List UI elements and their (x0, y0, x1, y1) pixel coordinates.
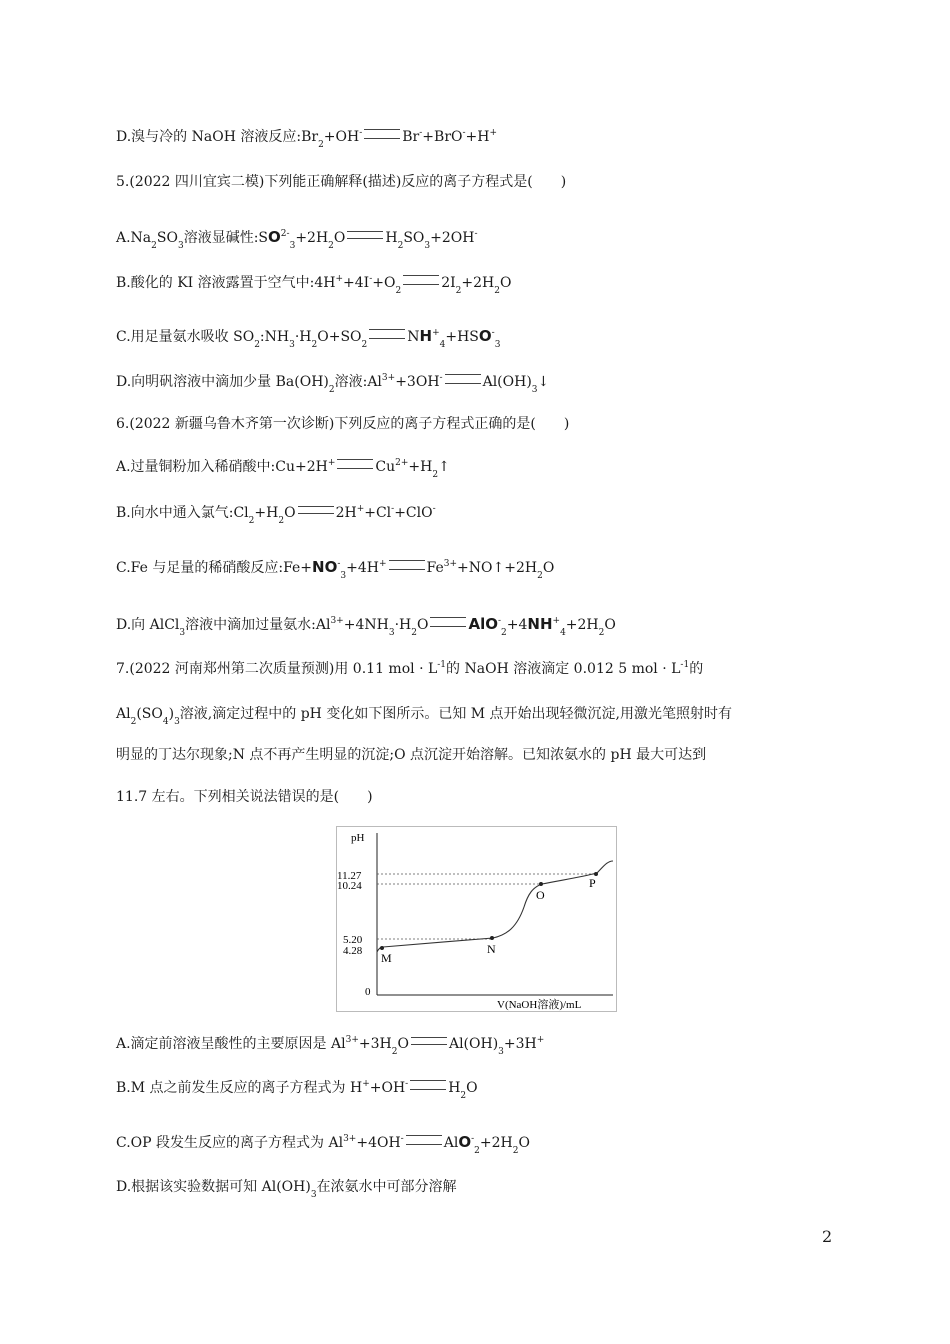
tick-5-20: 5.20 (343, 934, 363, 946)
label-N: N (487, 942, 496, 956)
q6-option-c: C.Fe 与足量的稀硝酸反应$:Fe+NO^-_3+4H^+$ $Fe^{3+}+NO↑+2H_2O$ (116, 558, 555, 581)
x-axis-label: V(NaOH溶液)/mL (497, 999, 582, 1011)
q6-option-b: B.向水中通入氯气$:Cl_2+H_2O$ 2H++Cl-+ClO- (116, 504, 436, 526)
q5-option-c: C.用足量氨水吸收 $SO_2:NH_3\cdot H_2O+SO_2$ $NH^+_4+HSO^-_3$ (116, 327, 501, 350)
q7-option-a: A.滴定前溶液呈酸性的主要原因是 $Al^{3+}+3H_2O$ $Al(OH)_3+3H^+$ (116, 1035, 545, 1057)
point-M (380, 946, 384, 950)
page-number: 2 (822, 1227, 833, 1246)
q5-option-a: $A.Na_2SO_3$溶液显碱性$:SO^{2-}_3+2H_2O$ $H_2SO_3+2OH^-$ (116, 228, 478, 251)
question-7-line2: $Al_2(SO_4)_3$溶液,滴定过程中的 pH 变化如下图所示。已知 M 点开始出现轻微沉淀,用激光笔照射时有 (116, 706, 733, 727)
question-7-line4: 11.7 左右。下列相关说法错误的是( ) (116, 789, 373, 805)
option-d-bromine: D.溴与冷的 NaOH 溶液反应$:Br_2+OH^-$ Br-+BrO-+H+ (116, 128, 498, 150)
q6-option-a: A.过量铜粉加入稀硝酸中:Cu+2H+ $Cu^{2+}+H_2↑$ (116, 458, 450, 480)
label-M: M (381, 951, 392, 965)
tick-11-27: 11.27 (337, 870, 362, 882)
question-6: 6.(2022 新疆乌鲁木齐第一次诊断)下列反应的离子方程式正确的是( ) (116, 416, 570, 432)
q5-option-b: B.酸化的 KI 溶液露置于空气中$:4H^++4I^-+O_2$ $2I_2+2H_2O$ (116, 274, 512, 296)
question-5: 5.(2022 四川宜宾二模)下列能正确解释(描述)反应的离子方程式是( ) (116, 174, 567, 190)
label-P: P (589, 876, 596, 890)
q7-option-d: D.根据该实验数据可知 $Al(OH)_3$在浓氨水中可部分溶解 (116, 1179, 457, 1200)
q7-option-c: C.OP 段发生反应的离子方程式为 $Al^{3+}+4OH^-$ $AlO^-_2+2H_2O$ (116, 1133, 530, 1156)
ph-curve (377, 861, 613, 952)
question-7-line3: 明显的丁达尔现象;N 点不再产生明显的沉淀;O 点沉淀开始溶解。已知浓氨水的 pH 最大可达到 (116, 747, 707, 763)
point-O (539, 882, 543, 886)
label-O: O (536, 888, 545, 902)
point-N (490, 936, 494, 940)
y-axis-label: pH (351, 832, 365, 844)
question-7-line1: 7.(2022 河南郑州第二次质量预测)用 0.11 mol · $L^{-1}$的 NaOH 溶液滴定 0.012 5 mol · $L^{-1}$的 (116, 660, 704, 677)
q7-option-b: B.M 点之前发生反应的离子方程式为 H++OH- $H_2O$ (116, 1079, 478, 1101)
tick-4-28: 4.28 (343, 945, 363, 957)
q5-option-d: D.向明矾溶液中滴加少量 $Ba(OH)_2$溶液$:Al^{3+}+3OH^-$ $Al(OH)_3↓$ (116, 373, 550, 395)
ph-titration-chart (336, 826, 617, 1012)
q6-option-d: D.向 AlCl$_3$溶液中滴加过量氨水$:Al^{3+}+4NH_3\cdot H_2O$ $AlO^-_2+4NH^+_4+2H_2O$ (116, 615, 616, 638)
tick-0: 0 (365, 986, 371, 998)
tick-10-24: 10.24 (337, 880, 362, 892)
